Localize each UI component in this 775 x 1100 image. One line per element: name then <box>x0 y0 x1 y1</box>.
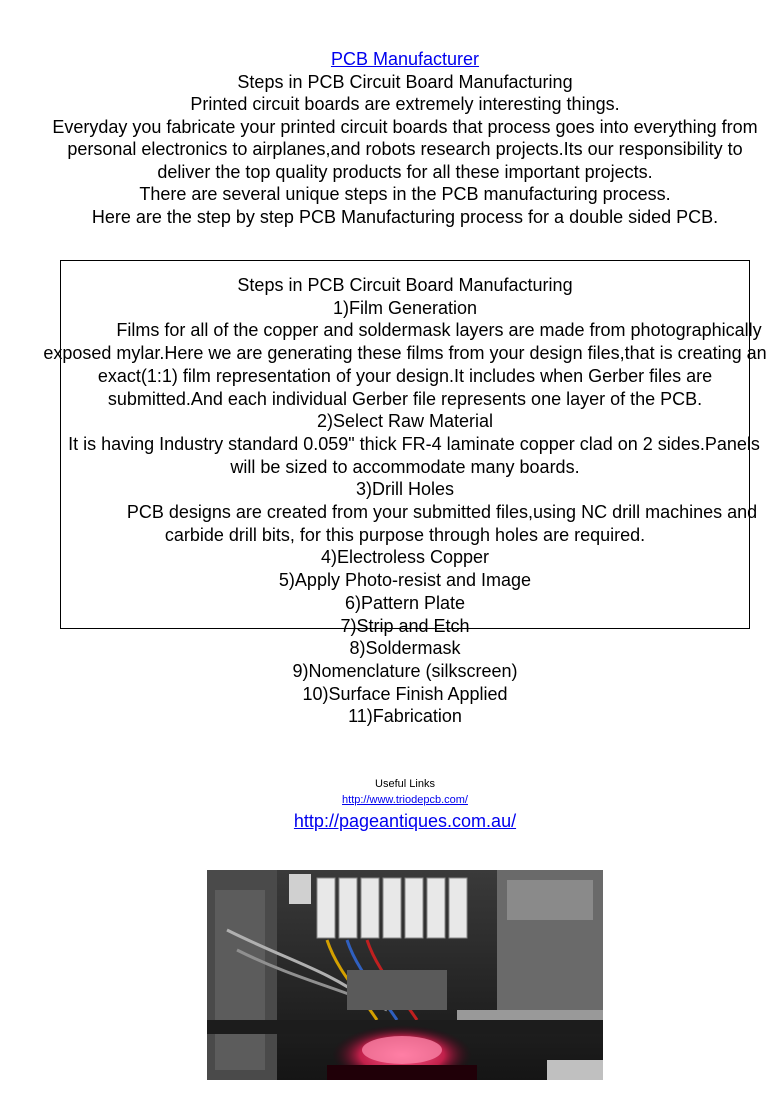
step-10-title: 10)Surface Finish Applied <box>302 683 508 704</box>
step-4-title: 4)Electroless Copper <box>320 547 490 568</box>
step-1-title: 1)Film Generation <box>332 297 478 318</box>
intro-paragraph: Everyday you fabricate your printed circuit boards that process goes into everything from personal electronics to airplanes,and robots research projects.Its our responsibility to deliver the top quality products for all these important projects. <box>52 116 758 182</box>
useful-links-heading: Useful Links <box>375 778 435 790</box>
step-8-title: 8)Soldermask <box>349 638 461 659</box>
pcb-manufacturer-link[interactable]: PCB Manufacturer <box>330 49 480 69</box>
pageantiques-link[interactable]: http://pageantiques.com.au/ <box>293 811 517 831</box>
step-9-title: 9)Nomenclature (silkscreen) <box>292 660 518 681</box>
step-1-description: Films for all of the copper and soldermask layers are made from photographically exposed mylar.Here we are generating these films from your design files,that is creating an exact(1:1) film representation of your design.It includes when Gerber files are submitted.And each individual Gerber file represents one layer of the PCB. <box>43 320 767 409</box>
steps-heading: Steps in PCB Circuit Board Manufacturing <box>237 275 573 295</box>
steps-section <box>40 274 770 728</box>
step-2-title: 2)Select Raw Material <box>316 411 494 432</box>
intro-line-3: Here are the step by step PCB Manufacturing process for a double sided PCB. <box>91 206 719 227</box>
pcb-machine-photo <box>207 870 603 1080</box>
step-6-title: 6)Pattern Plate <box>344 592 466 613</box>
step-3-description: PCB designs are created from your submitted files,using NC drill machines and carbide drill bits, for this purpose through holes are required. <box>126 502 758 545</box>
intro-heading: Steps in PCB Circuit Board Manufacturing <box>237 71 573 92</box>
step-5-title: 5)Apply Photo-resist and Image <box>278 570 532 591</box>
step-7-title: 7)Strip and Etch <box>340 615 470 636</box>
intro-line-1: Printed circuit boards are extremely interesting things. <box>190 94 620 114</box>
useful-links-section <box>40 776 770 833</box>
triodepcb-link[interactable]: http://www.triodepcb.com/ <box>342 794 468 806</box>
step-3-title: 3)Drill Holes <box>355 479 454 500</box>
intro-line-2: There are several unique steps in the PCB manufacturing process. <box>139 184 671 204</box>
step-11-title: 11)Fabrication <box>348 706 462 727</box>
intro-section <box>40 48 770 228</box>
step-2-description: It is having Industry standard 0.059" thick FR-4 laminate copper clad on 2 sides.Panels will be sized to accommodate many boards. <box>68 433 760 477</box>
